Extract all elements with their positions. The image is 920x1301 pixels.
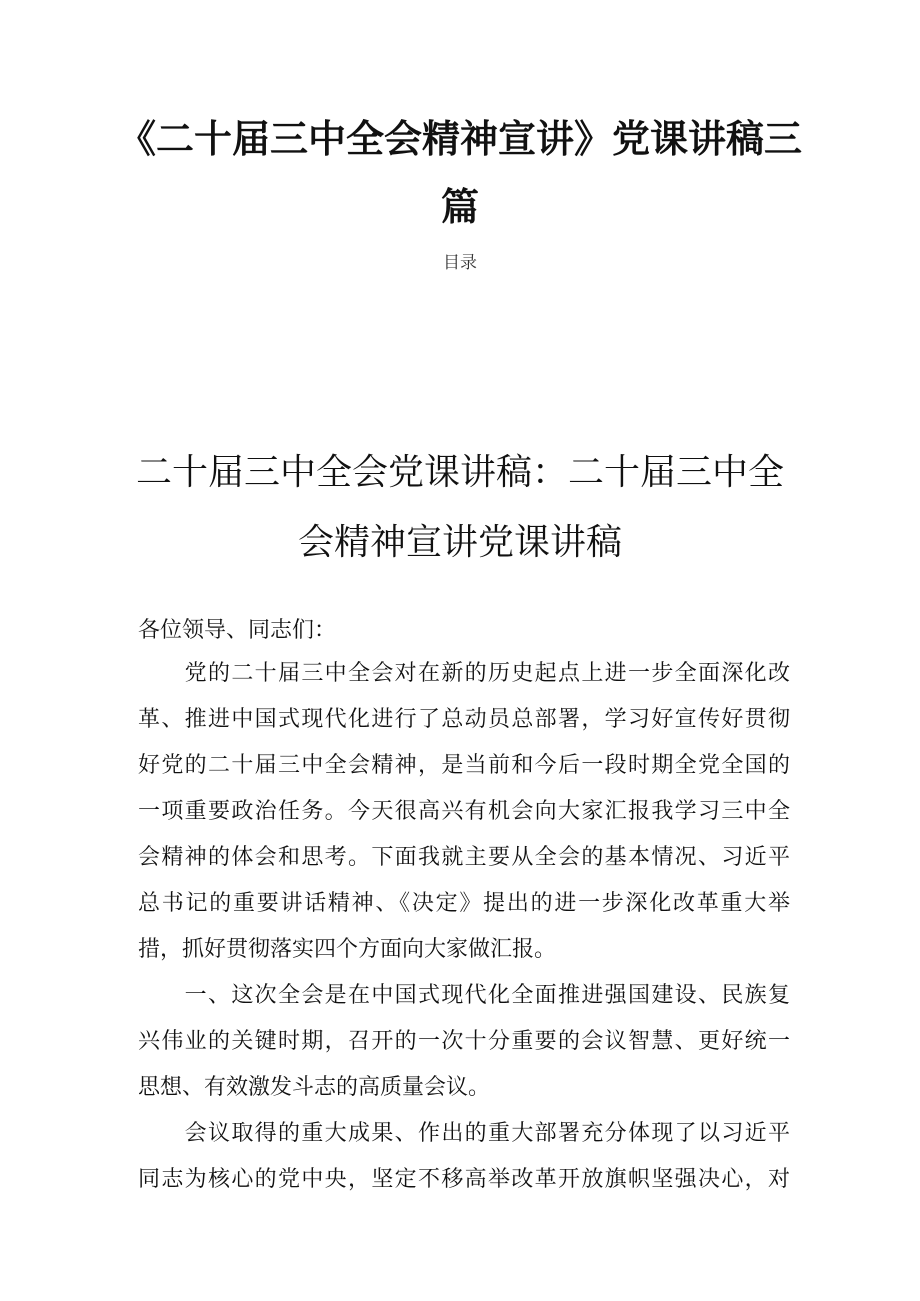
- section-title-line-1: 二十届三中全会党课讲稿：二十届三中全: [135, 452, 784, 493]
- body-line: 好党的二十届三中全会精神，是当前和今后一段时期全党全国的: [138, 753, 790, 778]
- body-line: 一、这次全会是在中国式现代化全面推进强国建设、民族复: [138, 983, 790, 1008]
- toc-label: 目录: [443, 253, 477, 273]
- body-line: 党的二十届三中全会对在新的历史起点上进一步全面深化改: [138, 661, 790, 686]
- salutation: 各位领导、同志们：: [138, 618, 337, 643]
- body-line: 会议取得的重大成果、作出的重大部署充分体现了以习近平: [138, 1121, 790, 1146]
- body-line: 革、推进中国式现代化进行了总动员总部署，学习好宣传好贯彻: [138, 707, 790, 732]
- section-title-line-2: 会精神宣讲党课讲稿: [297, 522, 622, 563]
- body-line: 同志为核心的党中央，坚定不移高举改革开放旗帜坚强决心，对: [138, 1167, 790, 1192]
- body-line: 思想、有效激发斗志的高质量会议。: [138, 1075, 491, 1100]
- body-line: 会精神的体会和思考。下面我就主要从全会的基本情况、习近平: [138, 845, 790, 870]
- body-line: 总书记的重要讲话精神、《决定》提出的进一步深化改革重大举: [138, 891, 790, 916]
- document-title-line-1: 《二十届三中全会精神宣讲》党课讲稿三: [117, 117, 802, 161]
- document-title-line-2: 篇: [440, 185, 479, 229]
- body-line: 兴伟业的关键时期，召开的一次十分重要的会议智慧、更好统一: [138, 1029, 790, 1054]
- body-line: 一项重要政治任务。今天很高兴有机会向大家汇报我学习三中全: [138, 799, 790, 824]
- body-line: 措，抓好贯彻落实四个方面向大家做汇报。: [138, 937, 557, 962]
